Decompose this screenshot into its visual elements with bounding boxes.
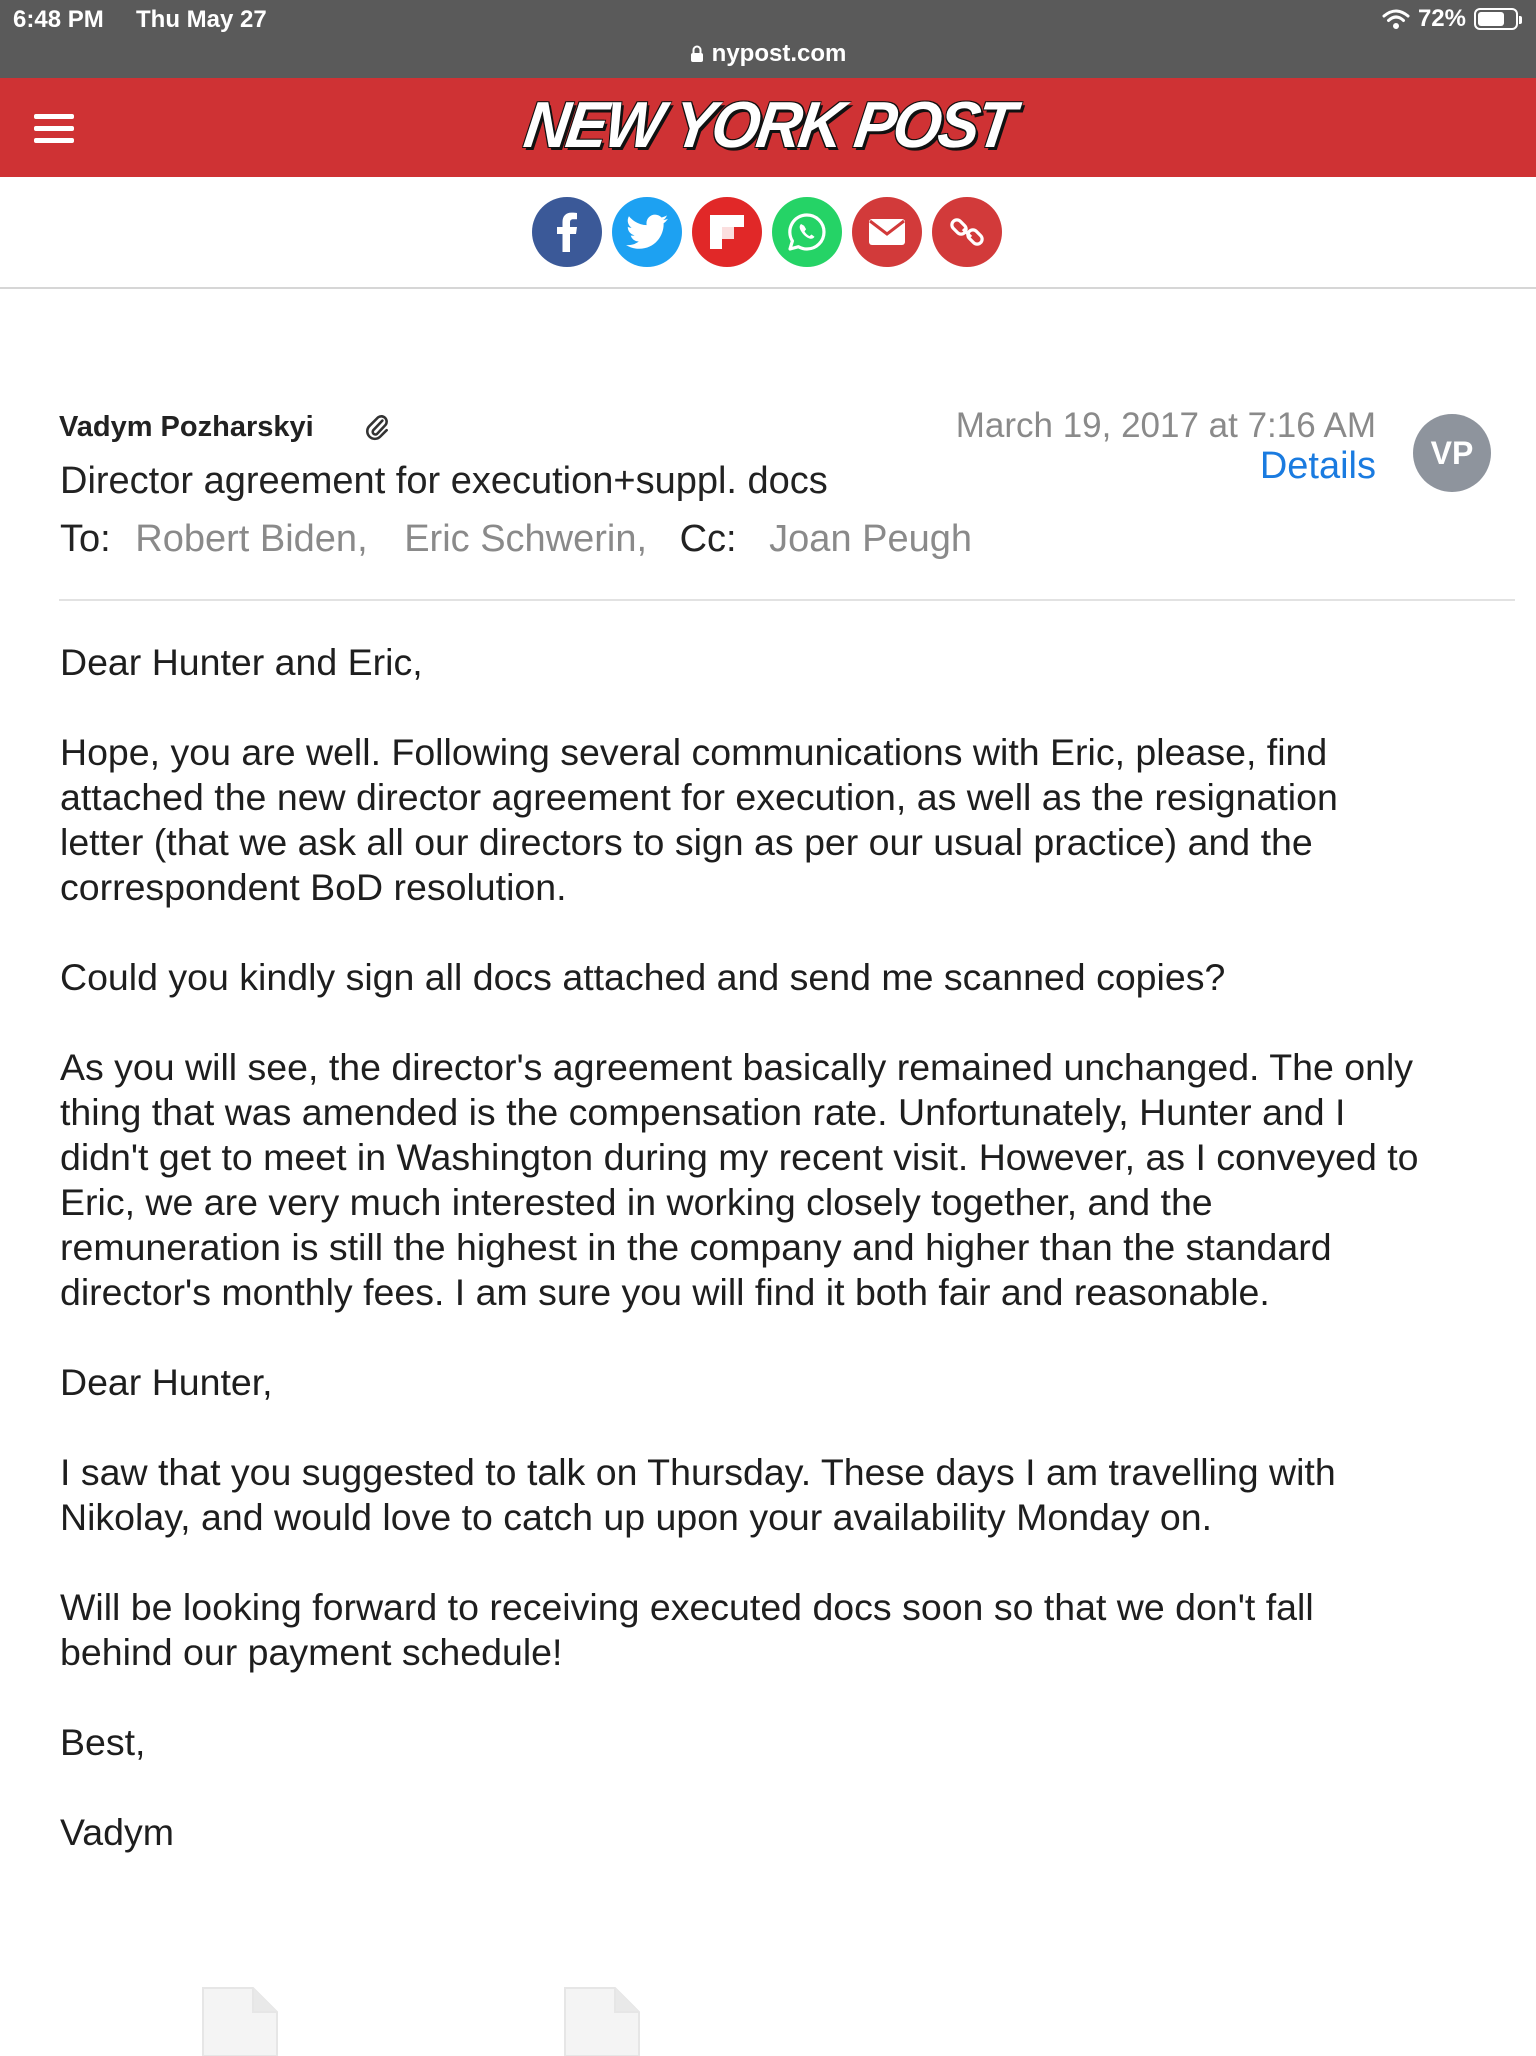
email-recipients xyxy=(60,518,972,561)
twitter-icon xyxy=(626,214,668,250)
attachment-file-icon[interactable] xyxy=(201,1986,279,2056)
facebook-share-button[interactable] xyxy=(532,197,602,267)
address-bar[interactable] xyxy=(0,40,1536,68)
email-date: March 19, 2017 at 7:16 AM xyxy=(955,406,1376,445)
email-share-button[interactable] xyxy=(852,197,922,267)
status-date: Thu May 27 xyxy=(136,6,267,33)
attachment-file-icon[interactable] xyxy=(563,1986,641,2056)
details-link[interactable]: Details xyxy=(1259,445,1376,487)
url-text: nypost.com xyxy=(711,40,847,67)
copy-link-share-button[interactable] xyxy=(932,197,1002,267)
cc-recipient[interactable]: Joan Peugh xyxy=(769,518,973,560)
facebook-icon xyxy=(550,212,584,252)
battery-percent: 72% xyxy=(1417,5,1466,32)
body-paragraph: Could you kindly sign all docs attached and send me scanned copies? xyxy=(60,956,1226,998)
body-paragraph: Hope, you are well. Following several communications with Eric, please, find attached the new director agreement for execution, as well as the resignation letter (that we ask all our directors to sign as per our usual practice) and the correspondent BoD resolution. xyxy=(60,731,1338,908)
body-paragraph: I saw that you suggested to talk on Thursday. These days I am travelling with Nikolay, and would love to catch up upon your availability Monday on. xyxy=(60,1451,1336,1538)
to-recipient[interactable]: Eric Schwerin, xyxy=(404,518,648,560)
browser-top-bar xyxy=(0,0,1536,78)
body-paragraph: Dear Hunter, xyxy=(60,1361,273,1403)
to-recipient[interactable]: Robert Biden, xyxy=(135,518,368,560)
flipboard-icon xyxy=(708,213,746,251)
to-label: To: xyxy=(60,518,111,560)
header-divider xyxy=(59,599,1515,601)
lock-icon xyxy=(690,45,704,63)
flipboard-share-button[interactable] xyxy=(692,197,762,267)
twitter-share-button[interactable] xyxy=(612,197,682,267)
body-paragraph: Best, xyxy=(60,1721,146,1763)
body-paragraph: Will be looking forward to receiving executed docs soon so that we don't fall behind our payment schedule! xyxy=(60,1586,1314,1673)
whatsapp-share-button[interactable] xyxy=(772,197,842,267)
body-paragraph: As you will see, the director's agreement basically remained unchanged. The only thing that was amended is the compensation rate. Unfortunately, Hunter and I didn't get to meet in Washington during my recent visit. However, as I conveyed to Eric, we are very much interested in working closely together, and the remuneration is still the highest in the company and higher than the standard director's monthly fees. I am sure you will find it both fair and reasonable. xyxy=(60,1046,1419,1313)
email-sender: Vadym Pozharskyi xyxy=(59,411,314,443)
email-subject: Director agreement for execution+suppl. docs xyxy=(60,460,828,502)
wifi-icon xyxy=(1382,8,1410,30)
body-paragraph: Dear Hunter and Eric, xyxy=(60,641,423,683)
site-logo[interactable]: NEW YORK POST xyxy=(519,89,1017,162)
link-icon xyxy=(947,212,987,252)
share-bar xyxy=(0,177,1536,289)
sender-avatar[interactable]: VP xyxy=(1413,414,1491,492)
envelope-icon xyxy=(868,218,906,246)
whatsapp-icon xyxy=(786,211,828,253)
body-paragraph: Vadym xyxy=(60,1811,174,1853)
email-body xyxy=(60,640,1500,1900)
site-header xyxy=(0,78,1536,177)
paperclip-icon xyxy=(363,412,391,442)
cc-label: Cc: xyxy=(679,518,737,560)
battery-icon xyxy=(1474,8,1518,30)
status-time: 6:48 PM xyxy=(13,6,104,33)
status-right xyxy=(1382,5,1518,33)
